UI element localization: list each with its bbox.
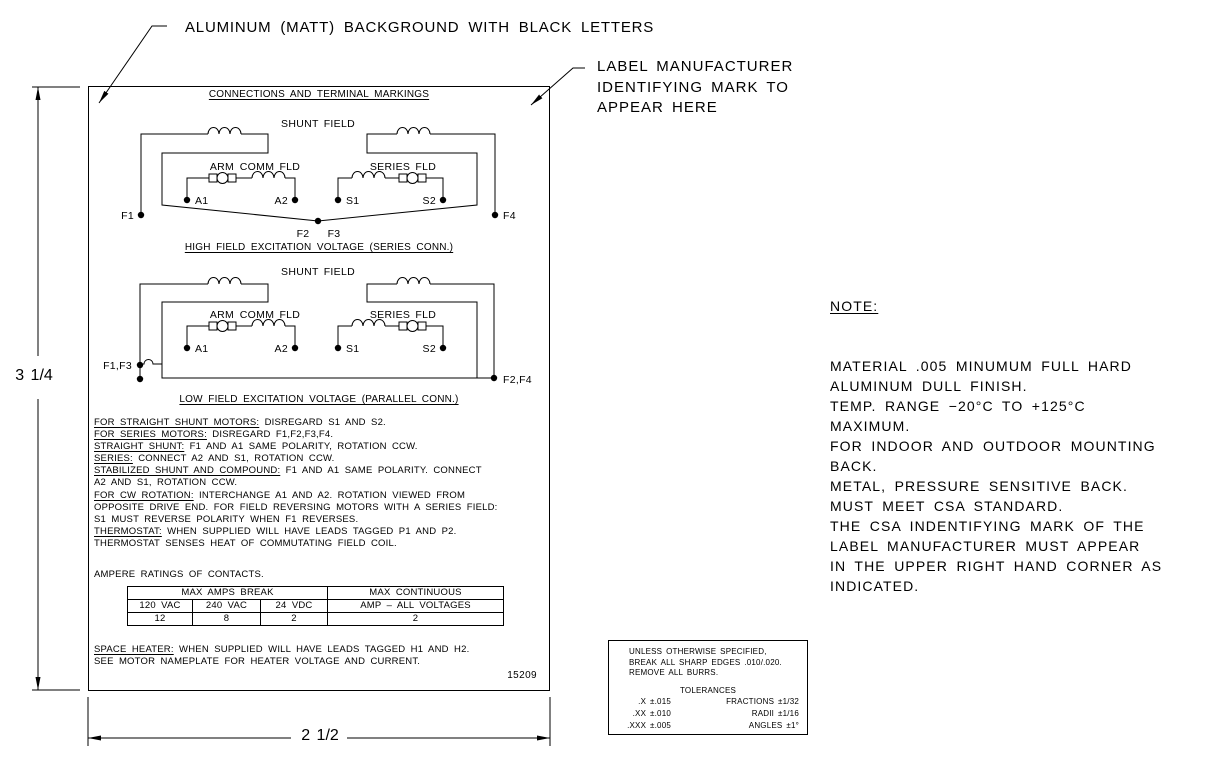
arm-label: ARM bbox=[209, 161, 235, 173]
series-fld-label: SERIES FLD bbox=[369, 309, 437, 321]
header-cell: AMP – ALL VOLTAGES bbox=[328, 600, 504, 613]
header-cell: 24 VDC bbox=[261, 600, 328, 613]
note-title: NOTE: bbox=[830, 298, 879, 314]
instruction-line bbox=[94, 429, 498, 441]
instruction-line-text: A2 AND S1, ROTATION CCW. bbox=[94, 477, 238, 489]
ampere-ratings-heading: AMPERE RATINGS OF CONTACTS. bbox=[94, 569, 264, 580]
terminal-a2: A2 bbox=[274, 343, 288, 355]
terminal-s2: S2 bbox=[422, 195, 436, 207]
instruction-line bbox=[94, 490, 498, 502]
note-line: FOR INDOOR AND OUTDOOR MOUNTING bbox=[830, 438, 1156, 454]
instruction-line bbox=[94, 453, 498, 465]
shunt-coil-left bbox=[208, 278, 241, 284]
value-cell: 8 bbox=[193, 613, 261, 626]
instruction-line bbox=[94, 514, 498, 526]
instruction-line-text: DISREGARD F1,F2,F3,F4. bbox=[206, 429, 334, 441]
manufacturer-mark-callout bbox=[597, 57, 793, 119]
instruction-line bbox=[94, 441, 498, 453]
tolerance-general-line: UNLESS OTHERWISE SPECIFIED, bbox=[629, 647, 767, 656]
comm-fld-label: COMM FLD bbox=[239, 161, 301, 173]
instruction-line bbox=[94, 526, 498, 538]
tolerance-right-value: RADII ±1/16 bbox=[751, 708, 799, 718]
value-cell: 2 bbox=[261, 613, 328, 626]
tolerance-left-value: .XXX ±.005 bbox=[627, 720, 671, 730]
terminal-s2: S2 bbox=[422, 343, 436, 355]
terminal-f2f4: F2,F4 bbox=[503, 374, 532, 386]
series-fld-label: SERIES FLD bbox=[369, 161, 437, 173]
parallel-diagram-caption: LOW FIELD EXCITATION VOLTAGE (PARALLEL CONN.) bbox=[179, 394, 459, 405]
general-notes bbox=[830, 256, 1210, 636]
note-line: ALUMINUM DULL FINISH. bbox=[830, 378, 1028, 394]
instruction-line-head: STRAIGHT SHUNT: bbox=[94, 441, 185, 453]
tolerance-left-value: .XX ±.010 bbox=[632, 708, 671, 718]
space-heater-line-text: WHEN SUPPLIED WILL HAVE LEADS TAGGED H1 AND H2. bbox=[173, 644, 470, 655]
terminal-f1f3: F1,F3 bbox=[103, 360, 132, 372]
value-cell: 12 bbox=[128, 613, 193, 626]
terminal-f3: F3 bbox=[327, 228, 341, 240]
table-header-row bbox=[128, 600, 504, 613]
tolerance-row bbox=[609, 721, 807, 730]
tolerance-row bbox=[609, 697, 807, 706]
terminal-dots bbox=[137, 345, 497, 382]
instruction-line-text: F1 AND A1 SAME POLARITY. CONNECT bbox=[280, 465, 482, 477]
terminal-dots bbox=[138, 197, 498, 224]
instruction-line bbox=[94, 417, 498, 429]
instruction-line bbox=[94, 538, 498, 550]
tolerance-row bbox=[609, 709, 807, 718]
instruction-line-text: WHEN SUPPLIED WILL HAVE LEADS TAGGED P1 AND P2. bbox=[161, 525, 457, 537]
note-line: MAXIMUM. bbox=[830, 418, 911, 434]
note-line: METAL, PRESSURE SENSITIVE BACK. bbox=[830, 478, 1128, 494]
parallel-connection-diagram bbox=[103, 266, 532, 386]
tolerance-title: TOLERANCES bbox=[679, 685, 737, 695]
background-material-callout: ALUMINUM (MATT) BACKGROUND WITH BLACK LETTERS bbox=[185, 19, 655, 36]
space-heater-note bbox=[94, 644, 469, 669]
series-connection-diagram bbox=[121, 118, 516, 240]
instruction-line-text: THERMOSTAT SENSES HEAT OF COMMUTATING FIELD COIL. bbox=[94, 537, 397, 549]
label-title: CONNECTIONS AND TERMINAL MARKINGS bbox=[208, 89, 430, 100]
tolerance-general-line: BREAK ALL SHARP EDGES .010/.020. bbox=[629, 657, 782, 667]
instruction-line-text: CONNECT A2 AND S1, ROTATION CCW. bbox=[132, 453, 335, 465]
terminal-s1: S1 bbox=[346, 343, 360, 355]
tolerance-block bbox=[608, 640, 808, 735]
connection-instructions bbox=[94, 417, 498, 550]
header-cell: 120 VAC bbox=[128, 600, 193, 613]
part-number: 15209 bbox=[507, 670, 537, 681]
space-heater-line bbox=[94, 644, 469, 656]
instruction-line-head: STABILIZED SHUNT AND COMPOUND: bbox=[94, 465, 281, 477]
manufacturer-callout-line: APPEAR HERE bbox=[597, 99, 718, 116]
note-line: THE CSA INDENTIFYING MARK OF THE bbox=[830, 518, 1145, 534]
shunt-coil-right bbox=[397, 128, 430, 135]
terminal-a1: A1 bbox=[195, 343, 209, 355]
wire-jog bbox=[140, 360, 162, 364]
instruction-line-text: DISREGARD S1 AND S2. bbox=[259, 417, 386, 428]
space-heater-line bbox=[94, 656, 469, 668]
instruction-line bbox=[94, 502, 498, 514]
arm-label: ARM bbox=[209, 309, 235, 321]
terminal-a2: A2 bbox=[274, 195, 288, 207]
terminal-a1: A1 bbox=[195, 195, 209, 207]
instruction-line-head: FOR STRAIGHT SHUNT MOTORS: bbox=[94, 417, 260, 428]
tolerance-right-value: ANGLES ±1° bbox=[748, 720, 799, 730]
shunt-field-label: SHUNT FIELD bbox=[281, 118, 355, 130]
width-dimension-text: 2 1/2 bbox=[301, 727, 339, 744]
instruction-line-head: SERIES: bbox=[94, 453, 133, 465]
instruction-line bbox=[94, 465, 498, 477]
note-line: LABEL MANUFACTURER MUST APPEAR bbox=[830, 538, 1141, 554]
tolerance-general-line: REMOVE ALL BURRS. bbox=[629, 668, 719, 678]
contact-ratings-table bbox=[127, 586, 504, 626]
height-dimension-text: 3 1/4 bbox=[15, 367, 53, 384]
instruction-line-text: INTERCHANGE A1 AND A2. ROTATION VIEWED FROM bbox=[193, 489, 466, 501]
tolerance-right-value: FRACTIONS ±1/32 bbox=[726, 697, 799, 707]
space-heater-line-text: SEE MOTOR NAMEPLATE FOR HEATER VOLTAGE AND CURRENT. bbox=[94, 656, 421, 668]
instruction-line-text: S1 MUST REVERSE POLARITY WHEN F1 REVERSES. bbox=[94, 513, 359, 525]
instruction-line-head: FOR CW ROTATION: bbox=[94, 489, 194, 501]
group-header-cell: MAX AMPS BREAK bbox=[128, 587, 328, 600]
note-line: MUST MEET CSA STANDARD. bbox=[830, 498, 1064, 514]
terminal-s1: S1 bbox=[346, 195, 360, 207]
table-value-row bbox=[128, 613, 504, 626]
series-diagram-caption: HIGH FIELD EXCITATION VOLTAGE (SERIES CONN.) bbox=[184, 242, 454, 253]
value-cell: 2 bbox=[328, 613, 504, 626]
space-heater-line-head: SPACE HEATER: bbox=[94, 644, 174, 655]
terminal-f2: F2 bbox=[296, 228, 310, 240]
instruction-line-head: FOR SERIES MOTORS: bbox=[94, 429, 207, 441]
header-cell: 240 VAC bbox=[193, 600, 261, 613]
note-line: IN THE UPPER RIGHT HAND CORNER AS bbox=[830, 558, 1163, 574]
tolerance-left-value: .X ±.015 bbox=[638, 697, 671, 707]
note-line: BACK. bbox=[830, 458, 878, 474]
note-line: MATERIAL .005 MINUMUM FULL HARD bbox=[830, 358, 1132, 374]
note-lines bbox=[830, 356, 1210, 596]
shunt-field-label: SHUNT FIELD bbox=[281, 266, 355, 278]
shunt-coil-left bbox=[208, 128, 241, 135]
tolerance-rows bbox=[609, 697, 807, 729]
instruction-line-text: OPPOSITE DRIVE END. FOR FIELD REVERSING MOTORS WITH A SERIES FIELD: bbox=[94, 501, 498, 513]
manufacturer-callout-line: LABEL MANUFACTURER bbox=[597, 58, 794, 75]
instruction-line bbox=[94, 477, 498, 489]
instruction-line-head: THERMOSTAT: bbox=[94, 525, 162, 537]
terminal-f4: F4 bbox=[503, 210, 516, 222]
table-group-header-row bbox=[128, 587, 504, 600]
note-line: INDICATED. bbox=[830, 578, 920, 594]
terminal-f1: F1 bbox=[121, 210, 134, 222]
shunt-coil-right bbox=[397, 278, 430, 284]
comm-fld-label: COMM FLD bbox=[239, 309, 301, 321]
manufacturer-callout-line: IDENTIFYING MARK TO bbox=[597, 78, 789, 96]
tolerance-general-notes bbox=[609, 647, 807, 678]
note-line: TEMP. RANGE −20°C TO +125°C bbox=[830, 398, 1086, 414]
instruction-line-text: F1 AND A1 SAME POLARITY, ROTATION CCW. bbox=[184, 441, 418, 453]
group-header-cell: MAX CONTINUOUS bbox=[328, 587, 504, 600]
